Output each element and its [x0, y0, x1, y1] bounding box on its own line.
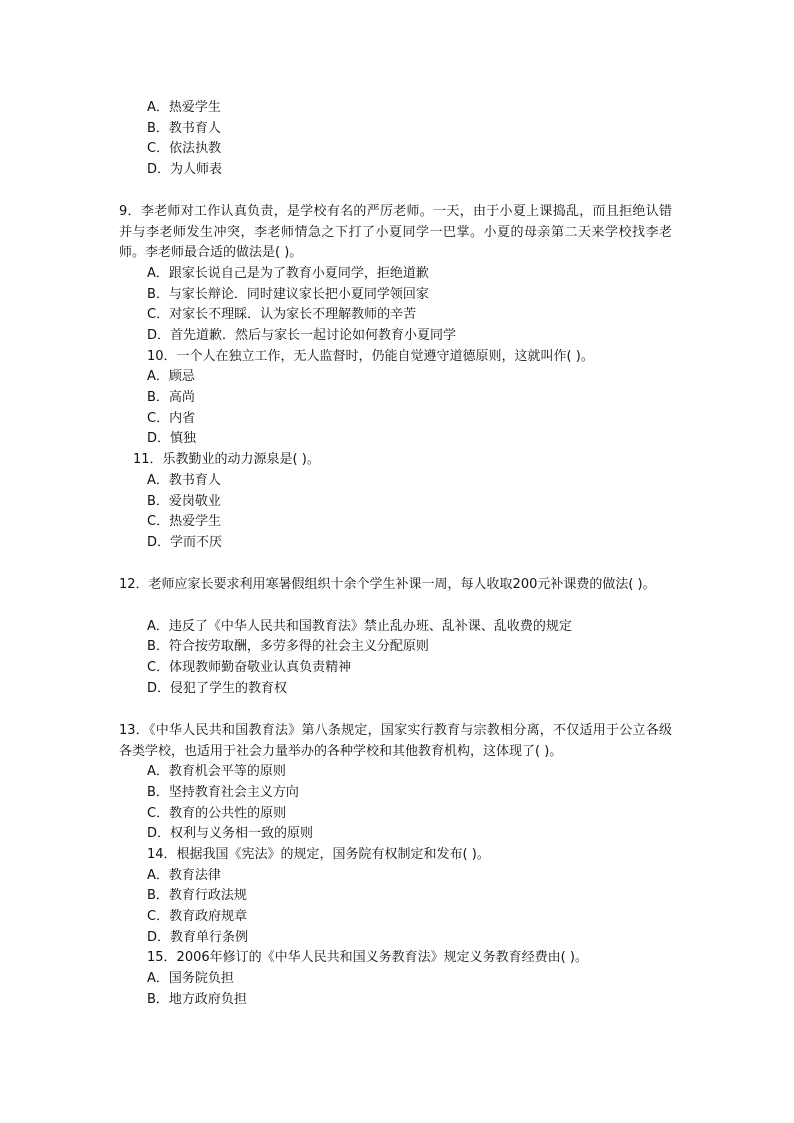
q11-option-c: C．热爱学生	[147, 514, 222, 529]
q13-option-c: C．教育的公共性的原则	[147, 806, 287, 821]
q10-option-c: C．内省	[147, 411, 196, 426]
q10-option-d: D．慎独	[147, 431, 197, 446]
q11-option-d: D．学而不厌	[147, 535, 223, 550]
q14-option-d: D．教育单行条例	[147, 930, 249, 945]
q9-option-c: C．对家长不理睬．认为家长不理解教师的辛苦	[147, 307, 417, 322]
q11-stem: 11．乐教勤业的动力源泉是( )。	[133, 452, 320, 467]
q13-stem: 13．《中华人民共和国教育法》第八条规定，国家实行教育与宗教相分离，不仅适用于公立各级各类学校，也适用于社会力量举办的各种学校和其他教育机构，这体现了( )。	[119, 723, 672, 759]
q10-option-a: A．顾忌	[147, 369, 195, 384]
q14-option-a: A．教育法律	[147, 868, 221, 883]
q9-option-b: B．与家长辩论．同时建议家长把小夏同学领回家	[147, 287, 429, 302]
q14-stem: 14．根据我国《宪法》的规定，国务院有权制定和发布( )。	[147, 847, 490, 862]
q11-option-a: A．教书育人	[147, 473, 221, 488]
q10-stem: 10．一个人在独立工作，无人监督时，仍能自觉遵守道德原则，这就叫作( )。	[147, 349, 594, 364]
q13-option-b: B．坚持教育社会主义方向	[147, 785, 299, 800]
q15-option-b: B．地方政府负担	[147, 992, 247, 1007]
q14-option-c: C．教育政府规章	[147, 909, 248, 924]
q8-option-d: D．为人师表	[147, 162, 223, 177]
q15-option-a: A．国务院负担	[147, 971, 234, 986]
q8-option-b: B．教书育人	[147, 121, 221, 136]
q12-stem: 12．老师应家长要求利用寒暑假组织十余个学生补课一周，每人收取200元补课费的做法( )。	[119, 577, 656, 592]
q11-option-b: B．爱岗敬业	[147, 494, 221, 509]
q9-stem: 9．李老师对工作认真负责，是学校有名的严厉老师。一天，由于小夏上课捣乱，而且拒绝认错并与李老师发生冲突，李老师情急之下打了小夏同学一巴掌。小夏的母亲第二天来学校找李老师。李老师最合适的做法是( )。	[119, 204, 672, 260]
q12-option-c: C．体现教师勤奋敬业认真负责精神	[147, 660, 352, 675]
q12-option-a: A．违反了《中华人民共和国教育法》禁止乱办班、乱补课、乱收费的规定	[147, 619, 572, 634]
q8-option-a: A．热爱学生	[147, 100, 221, 115]
q8-option-c: C．依法执教	[147, 141, 222, 156]
q13-option-a: A．教育机会平等的原则	[147, 764, 286, 779]
q15-stem: 15．2006年修订的《中华人民共和国义务教育法》规定义务教育经费由( )。	[147, 950, 588, 965]
q13-option-d: D．权利与义务相一致的原则	[147, 826, 314, 841]
q9-option-d: D．首先道歉．然后与家长一起讨论如何教育小夏同学	[147, 328, 457, 343]
q14-option-b: B．教育行政法规	[147, 888, 247, 903]
q10-option-b: B．高尚	[147, 390, 195, 405]
q12-option-d: D．侵犯了学生的教育权	[147, 681, 288, 696]
q9-option-a: A．跟家长说自己是为了教育小夏同学，拒绝道歉	[147, 266, 429, 281]
q12-option-b: B．符合按劳取酬，多劳多得的社会主义分配原则	[147, 639, 429, 654]
